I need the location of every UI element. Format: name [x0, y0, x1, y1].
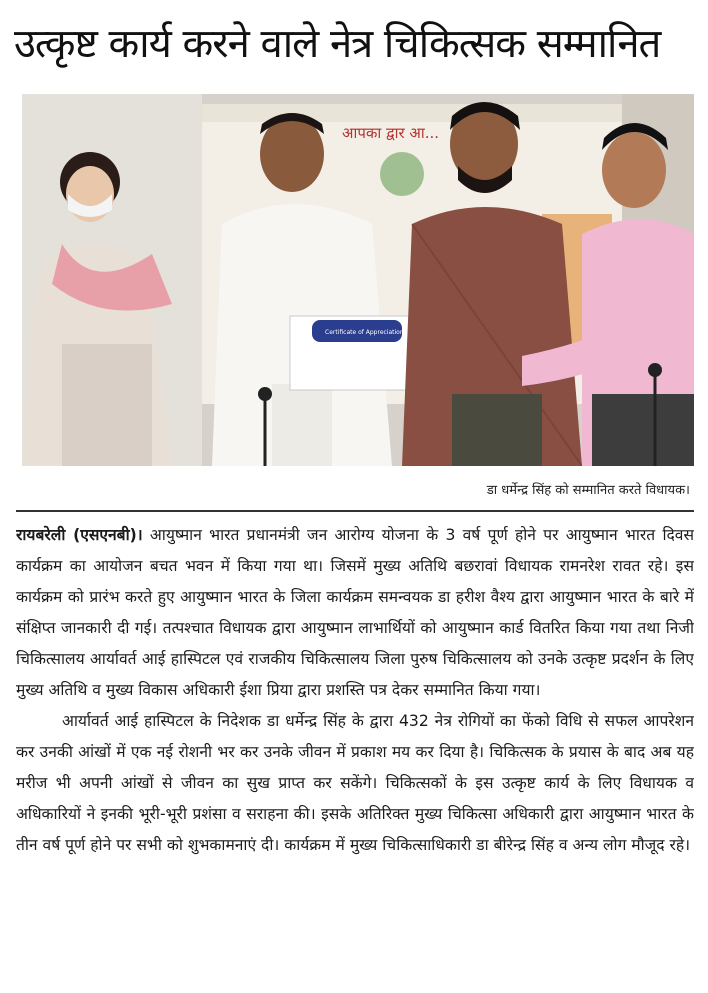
article-paragraph — [16, 520, 694, 706]
photo-illustration — [22, 94, 694, 466]
paragraph-text: आयुष्मान भारत प्रधानमंत्री जन आरोग्य योजना के 3 वर्ष पूर्ण होने पर आयुष्मान भारत दिवस कार्यक्रम का आयोजन बचत भवन में किया गया था। जिसमें मुख्य अतिथि बछरावां विधायक रामनरेश रावत रहे। इस कार्यक्रम को प्रारंभ करते हुए आयुष्मान भारत के जिला कार्यक्रम समन्वयक डा हरीश वैश्य द्वारा आयुष्मान भारत के बारे में संक्षिप्त जानकारी दी गई। तत्पश्चात विधायक द्वारा आयुष्मान लाभार्थियों को आयुष्मान कार्ड वितरित किया गया तथा निजी चिकित्सालय आर्यावर्त आई हास्पिटल एवं राजकीय चिकित्सालय जिला पुरुष चिकित्सालय को उनके उत्कृष्ट प्रदर्शन के लिए मुख्य अतिथि व मुख्य विकास अधिकारी ईशा प्रिया द्वारा प्रशस्ति पत्र देकर सम्मानित किया गया। — [16, 526, 694, 699]
paragraph-text: आर्यावर्त आई हास्पिटल के निदेशक डा धर्मेन्द्र सिंह के द्वारा 432 नेत्र रोगियों का फेंको विधि से सफल आपरेशन कर उनकी आंखों में एक नई रोशनी भर कर उनके जीवन में प्रकाश मय कर दिया है। चिकित्सक के प्रयास के बाद अब यह मरीज भी अपनी आंखों से जीवन का सुख प्राप्त कर सकेंगे। चिकित्सकों के इस उत्कृष्ट कार्य के लिए विधायक व अधिकारियों ने इनकी भूरी-भूरी प्रशंसा व सराहना की। इसके अतिरिक्त मुख्य चिकित्सा अधिकारी द्वारा आयुष्मान भारत के तीन वर्ष पूर्ण होने पर सभी को शुभकामनाएं दी। कार्यक्रम में मुख्य चिकित्साधिकारी डा बीरेन्द्र सिंह व अन्य लोग मौजूद रहे। — [16, 712, 694, 854]
divider — [16, 510, 694, 512]
headline: उत्कृष्ट कार्य करने वाले नेत्र चिकित्सक सम्मानित — [14, 21, 661, 67]
photo-caption: डा धर्मेन्द्र सिंह को सम्मानित करते विधायक। — [486, 483, 690, 498]
certificate-text: Certificate of Appreciation — [325, 329, 404, 336]
news-photo — [22, 94, 694, 466]
banner-text: आपका द्वार आ... — [342, 124, 440, 142]
article-body — [16, 520, 694, 990]
article-paragraph — [16, 706, 694, 861]
dateline: रायबरेली (एसएनबी)। — [16, 526, 143, 544]
